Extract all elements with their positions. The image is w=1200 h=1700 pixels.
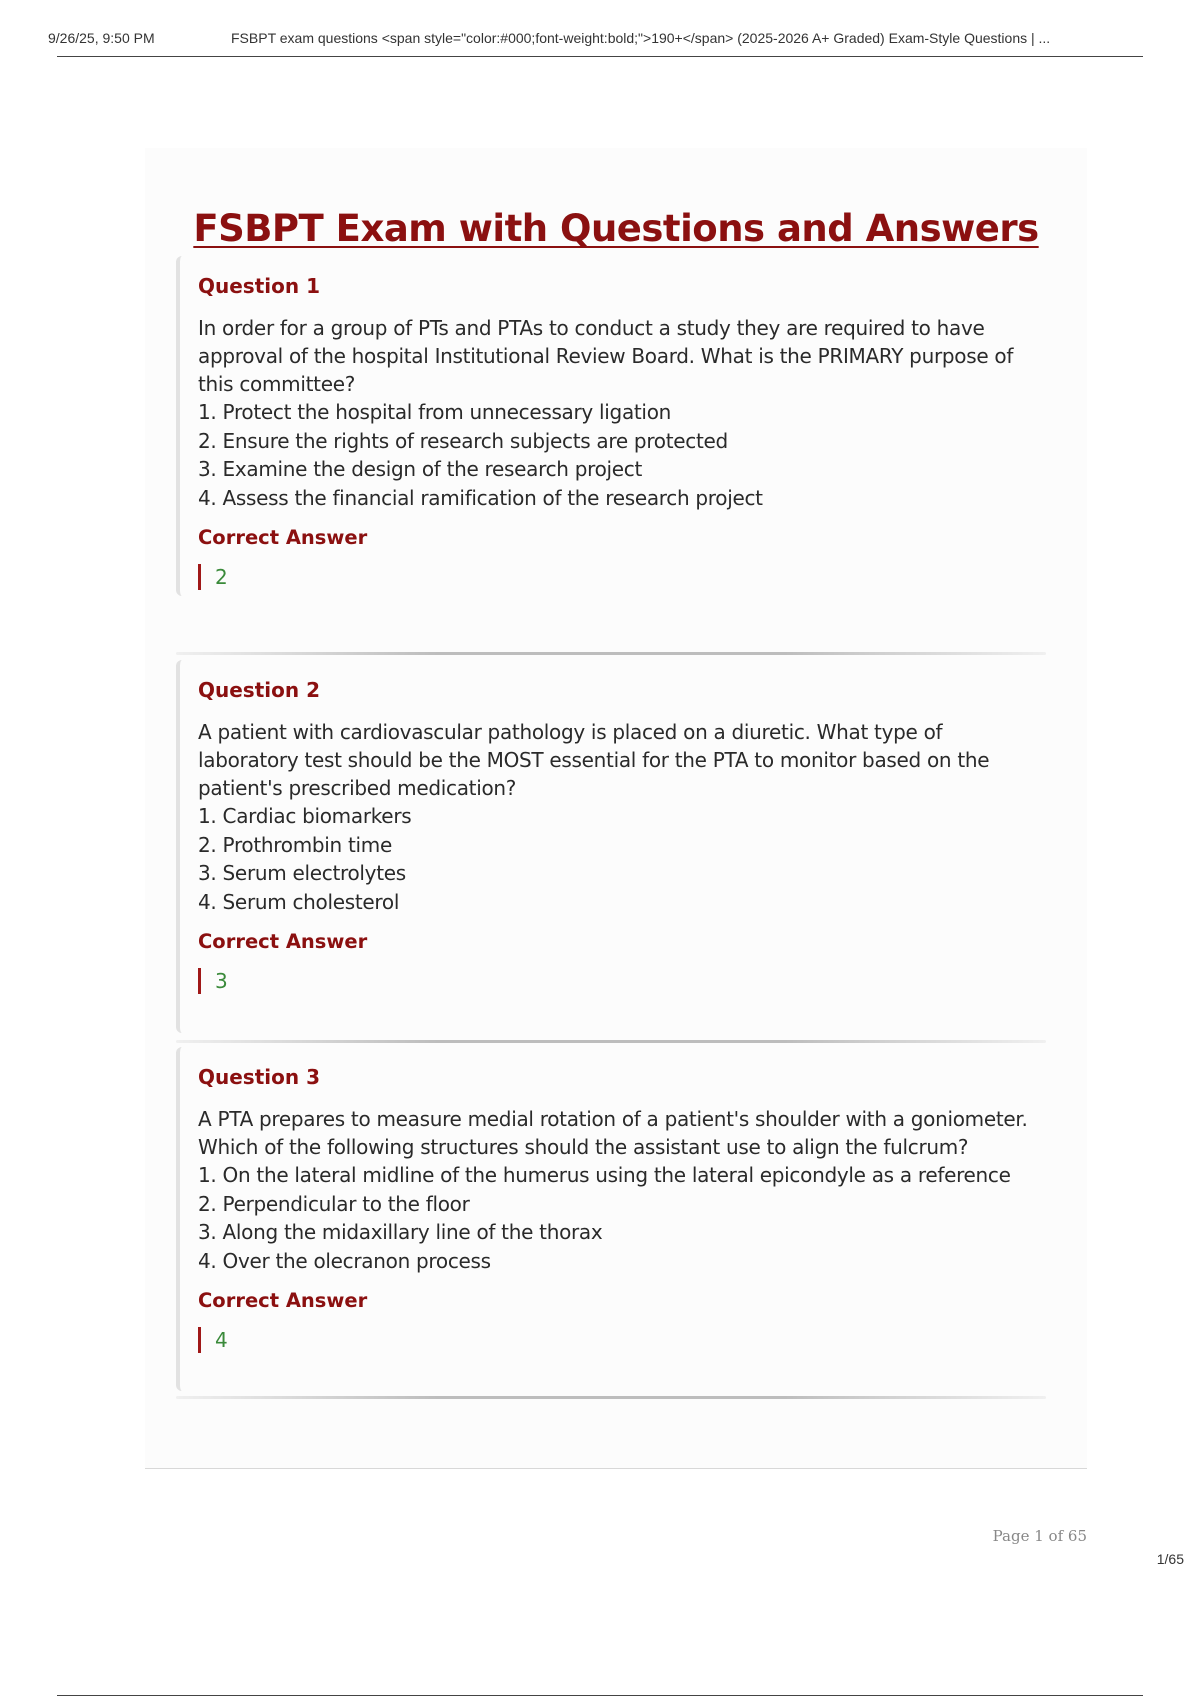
option-item: 1. Protect the hospital from unnecessary ligation — [198, 400, 672, 424]
correct-answer-label: Correct Answer — [198, 526, 368, 549]
bottom-divider — [57, 1695, 1143, 1696]
print-doc-title: FSBPT exam questions <span style="color:#000;font-weight:bold;">190+</span> (2025-2026 A+ Graded) Exam-Style Questions | ... — [231, 30, 1051, 46]
option-item: 2. Ensure the rights of research subjects are protected — [198, 428, 728, 453]
question-divider — [176, 652, 1046, 655]
correct-answer-value: 3 — [198, 968, 1046, 994]
option-item: 4. Assess the financial ramification of the research project — [198, 485, 763, 510]
option-item: 4. Over the olecranon process — [198, 1248, 491, 1273]
question-title: Question 2 — [198, 678, 320, 702]
correct-answer-value: 2 — [198, 564, 1046, 590]
question-title: Question 3 — [198, 1065, 320, 1089]
question-title: Question 1 — [198, 274, 320, 298]
page-title: FSBPT Exam with Questions and Answers — [193, 207, 1039, 250]
option-item: 1. On the lateral midline of the humerus using the lateral epicondyle as a reference — [198, 1163, 1011, 1187]
option-item: 4. Serum cholesterol — [198, 889, 400, 914]
option-item: 1. Cardiac biomarkers — [198, 804, 412, 828]
options-list — [198, 802, 1046, 916]
footer-divider — [145, 1468, 1087, 1469]
question-divider — [176, 1396, 1046, 1399]
options-list — [198, 1161, 1046, 1275]
print-datetime: 9/26/25, 9:50 PM — [48, 30, 155, 46]
option-item: 2. Perpendicular to the floor — [198, 1191, 470, 1216]
correct-answer-value: 4 — [198, 1327, 1046, 1353]
question-card-1 — [176, 256, 1046, 596]
question-card-3 — [176, 1047, 1046, 1391]
options-list — [198, 398, 1046, 512]
option-item: 3. Serum electrolytes — [198, 861, 406, 885]
correct-answer-label: Correct Answer — [198, 930, 368, 953]
question-card-2 — [176, 660, 1046, 1033]
question-text: A PTA prepares to measure medial rotation of a patient's shoulder with a goniometer. Which of the following structures should the assistant use to align the fulcrum? — [198, 1107, 1028, 1159]
page-number-label: Page 1 of 65 — [992, 1527, 1087, 1545]
option-item: 2. Prothrombin time — [198, 832, 392, 857]
header-divider — [57, 56, 1143, 57]
print-page-count: 1/65 — [1156, 1551, 1184, 1567]
question-text: In order for a group of PTs and PTAs to conduct a study they are required to have approval of the hospital Institutional Review Board. What is the PRIMARY purpose of this committee? — [198, 316, 1014, 396]
option-item: 3. Examine the design of the research project — [198, 457, 643, 481]
question-text: A patient with cardiovascular pathology is placed on a diuretic. What type of laboratory test should be the MOST essential for the PTA to monitor based on the patient's prescribed medication? — [198, 720, 990, 800]
option-item: 3. Along the midaxillary line of the thorax — [198, 1220, 603, 1244]
correct-answer-label: Correct Answer — [198, 1289, 368, 1312]
question-divider — [176, 1040, 1046, 1043]
